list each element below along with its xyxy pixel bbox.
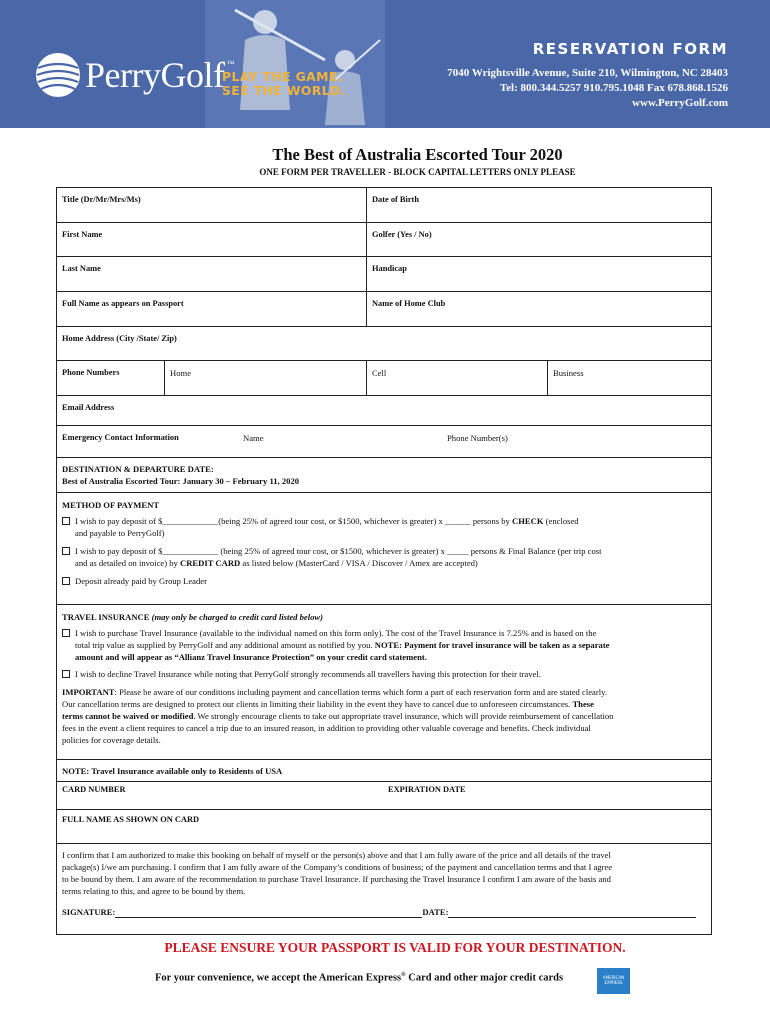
emergency-label: Emergency Contact Information <box>62 433 179 442</box>
form-row <box>57 223 711 257</box>
amex-logo-text: AMERICAN EXPRESS <box>602 975 625 985</box>
passport-name-field[interactable]: Full Name as appears on Passport <box>62 299 184 308</box>
destination-heading: DESTINATION & DEPARTURE DATE: <box>62 464 214 474</box>
header-banner <box>0 0 770 128</box>
important-emphasis: These <box>572 699 594 709</box>
signature-label: SIGNATURE: <box>62 907 116 917</box>
signature-line <box>62 906 706 918</box>
option-text: as listed below (MasterCard / VISA / Discover / Amex are accepted) <box>240 558 478 568</box>
payment-block <box>57 493 711 604</box>
note-text: For your convenience, we accept the American Express <box>155 972 402 984</box>
option-emphasis: CHECK <box>512 516 544 526</box>
confirm-text: terms relating to this, and agree to be bound by them. <box>62 886 246 896</box>
option-text-line <box>62 639 706 651</box>
home-address-field[interactable]: Home Address (City /State/ Zip) <box>62 334 177 343</box>
form-row <box>57 361 711 396</box>
payment-option-group[interactable] <box>62 575 706 587</box>
home-club-field[interactable]: Name of Home Club <box>366 292 711 326</box>
option-text: I wish to purchase Travel Insurance (available to the individual named on this form only). The cost of the Travel Insurance is 7.25% and is based on the <box>75 628 597 638</box>
checkbox[interactable] <box>62 547 70 555</box>
option-text: total trip value as supplied by PerryGolf and any additional amount as notified by you. <box>75 640 375 650</box>
payment-heading: METHOD OF PAYMENT <box>62 500 160 510</box>
emergency-contact-field[interactable] <box>57 426 711 457</box>
business-phone-field[interactable]: Business <box>547 361 711 395</box>
form-row <box>57 292 711 327</box>
option-emphasis: CREDIT CARD <box>180 558 241 568</box>
confirm-row <box>57 844 711 934</box>
insurance-heading-line <box>62 611 706 623</box>
contact-info <box>447 66 728 111</box>
insurance-heading: TRAVEL INSURANCE <box>62 612 150 622</box>
email-field[interactable]: Email Address <box>62 403 115 412</box>
important-line: policies for coverage details. <box>62 735 161 745</box>
globe-logo-icon <box>35 52 81 98</box>
option-emphasis: amount and will appear as “Allianz Travel Insurance Protection” on your credit card statement. <box>75 652 427 662</box>
card-name-row <box>57 810 711 844</box>
checkbox[interactable] <box>62 629 70 637</box>
page-title: The Best of Australia Escorted Tour 2020 <box>272 145 563 164</box>
reservation-form <box>56 187 712 935</box>
payment-option-card[interactable] <box>62 545 706 557</box>
important-line: fees in the event a client requires to cancel a trip due to an insured reason, in addition to providing other valuable coverage and benefits. Check individual <box>62 723 591 733</box>
credit-card-note <box>155 972 563 984</box>
option-text: I wish to pay deposit of $_____________ (being 25% of agreed tour cost, or $1500, whichever is greater) x _____ persons & Final Balance (per trip cost <box>75 546 602 556</box>
registered-mark: ® <box>401 972 406 978</box>
option-text: (enclosed <box>543 516 579 526</box>
form-row <box>57 188 711 223</box>
option-text: I wish to decline Travel Insurance while noting that PerryGolf strongly recommends all travellers having this protection for their travel. <box>75 669 541 679</box>
option-text-line <box>62 557 706 569</box>
confirm-text: to be bound by them. I am aware of the recommendation to purchase Travel Insurance. If purchasing the Travel Insurance I confirm I am aware of the basis and <box>62 874 611 884</box>
form-row <box>57 426 711 458</box>
option-text: I wish to pay deposit of $_____________(being 25% of agreed tour cost, or $1500, whichever is greater) x ______ persons by <box>75 516 512 526</box>
confirm-block <box>57 844 711 934</box>
phone-numbers-label: Phone Numbers <box>62 368 120 377</box>
option-text: and as detailed on invoice) by <box>75 558 181 568</box>
card-block <box>57 760 711 809</box>
form-row <box>57 257 711 292</box>
first-name-field[interactable]: First Name <box>62 230 103 239</box>
passport-warning: PLEASE ENSURE YOUR PASSPORT IS VALID FOR YOUR DESTINATION. <box>164 940 626 955</box>
tagline-line-1: PLAY THE GAME. <box>222 69 343 84</box>
important-line <box>62 710 706 722</box>
destination-row <box>57 458 711 493</box>
form-row <box>57 396 711 426</box>
website-link[interactable]: www.PerryGolf.com <box>632 97 728 109</box>
tagline-line-2: SEE THE WORLD. <box>222 83 346 98</box>
address: 7040 Wrightsville Avenue, Suite 210, Wilmington, NC 28403 <box>447 67 728 79</box>
checkbox[interactable] <box>62 517 70 525</box>
important-text: : Please be aware of our conditions including payment and cancellation terms which form a part of each reservation form and are stated clearly. <box>114 687 607 697</box>
confirm-text: package(s) I/we am purchasing. I confirm that I am fully aware of the Company’s conditions of business; of the payment and cancellation terms and that I agree <box>62 862 613 872</box>
emergency-phone-label: Phone Number(s) <box>447 433 508 443</box>
expiration-date-field[interactable]: EXPIRATION DATE <box>388 785 466 794</box>
card-name-field[interactable]: FULL NAME AS SHOWN ON CARD <box>62 815 200 824</box>
option-text: Deposit already paid by Group Leader <box>75 576 207 586</box>
important-emphasis: terms cannot be waived or modified <box>62 711 194 721</box>
payment-option-check[interactable] <box>62 515 706 527</box>
reservation-form-title: RESERVATION FORM <box>532 40 728 58</box>
payment-row <box>57 493 711 605</box>
checkbox[interactable] <box>62 577 70 585</box>
important-text: Our cancellation terms are designed to protect our clients in limiting their liability in the event they have to cancel due to unforeseen circumstances. <box>62 699 573 709</box>
destination-detail: Best of Australia Escorted Tour: January 30 – February 11, 2020 <box>62 476 300 486</box>
option-emphasis: NOTE: Payment for travel insurance will be taken as a separate <box>374 640 610 650</box>
insurance-note: (may only be charged to credit card listed below) <box>151 612 324 622</box>
residents-note: NOTE: Travel Insurance available only to Residents of USA <box>62 766 283 776</box>
date-field[interactable] <box>448 909 696 918</box>
signature-field[interactable] <box>115 909 422 918</box>
golfer-field[interactable]: Golfer (Yes / No) <box>366 223 711 256</box>
insurance-block <box>57 605 711 759</box>
handicap-field[interactable]: Handicap <box>366 257 711 291</box>
cell-phone-field[interactable]: Cell <box>366 361 547 395</box>
important-text: . We strongly encourage clients to take out appropriate travel insurance, which will provide reimbursement of cancellation <box>193 711 614 721</box>
option-text: and payable to PerryGolf) <box>75 528 165 538</box>
important-line <box>62 698 706 710</box>
tagline <box>222 70 346 98</box>
important-line <box>62 686 706 698</box>
logo-wordmark: PerryGolf <box>85 55 225 95</box>
date-label: DATE: <box>422 907 449 917</box>
insurance-option-purchase[interactable] <box>62 627 706 639</box>
confirm-text: I confirm that I am authorized to make this booking on behalf of myself or the person(s) above and that I am fully aware of the price and all details of the travel <box>62 850 611 860</box>
trademark-symbol: ™ <box>226 58 235 68</box>
form-row <box>57 327 711 361</box>
important-label: IMPORTANT <box>62 687 115 697</box>
card-number-field[interactable]: CARD NUMBER <box>62 785 126 794</box>
destination-block <box>57 458 711 492</box>
checkbox[interactable] <box>62 670 70 678</box>
perrygolf-logo[interactable] <box>35 52 234 98</box>
amex-logo-icon <box>597 968 630 994</box>
insurance-option-decline[interactable] <box>62 668 706 680</box>
last-name-field[interactable]: Last Name <box>62 264 101 273</box>
home-phone-field[interactable]: Home <box>164 361 366 395</box>
page-subtitle: ONE FORM PER TRAVELLER - BLOCK CAPITAL LETTERS ONLY PLEASE <box>259 167 576 177</box>
insurance-row <box>57 605 711 760</box>
note-text: Card and other major credit cards <box>405 972 564 984</box>
phone-fax: Tel: 800.344.5257 910.795.1048 Fax 678.868.1526 <box>499 82 728 94</box>
title-field[interactable]: Title (Dr/Mr/Mrs/Ms) <box>62 195 141 204</box>
emergency-name-label: Name <box>243 433 264 443</box>
dob-field[interactable]: Date of Birth <box>366 188 711 222</box>
card-number-row <box>57 760 711 810</box>
